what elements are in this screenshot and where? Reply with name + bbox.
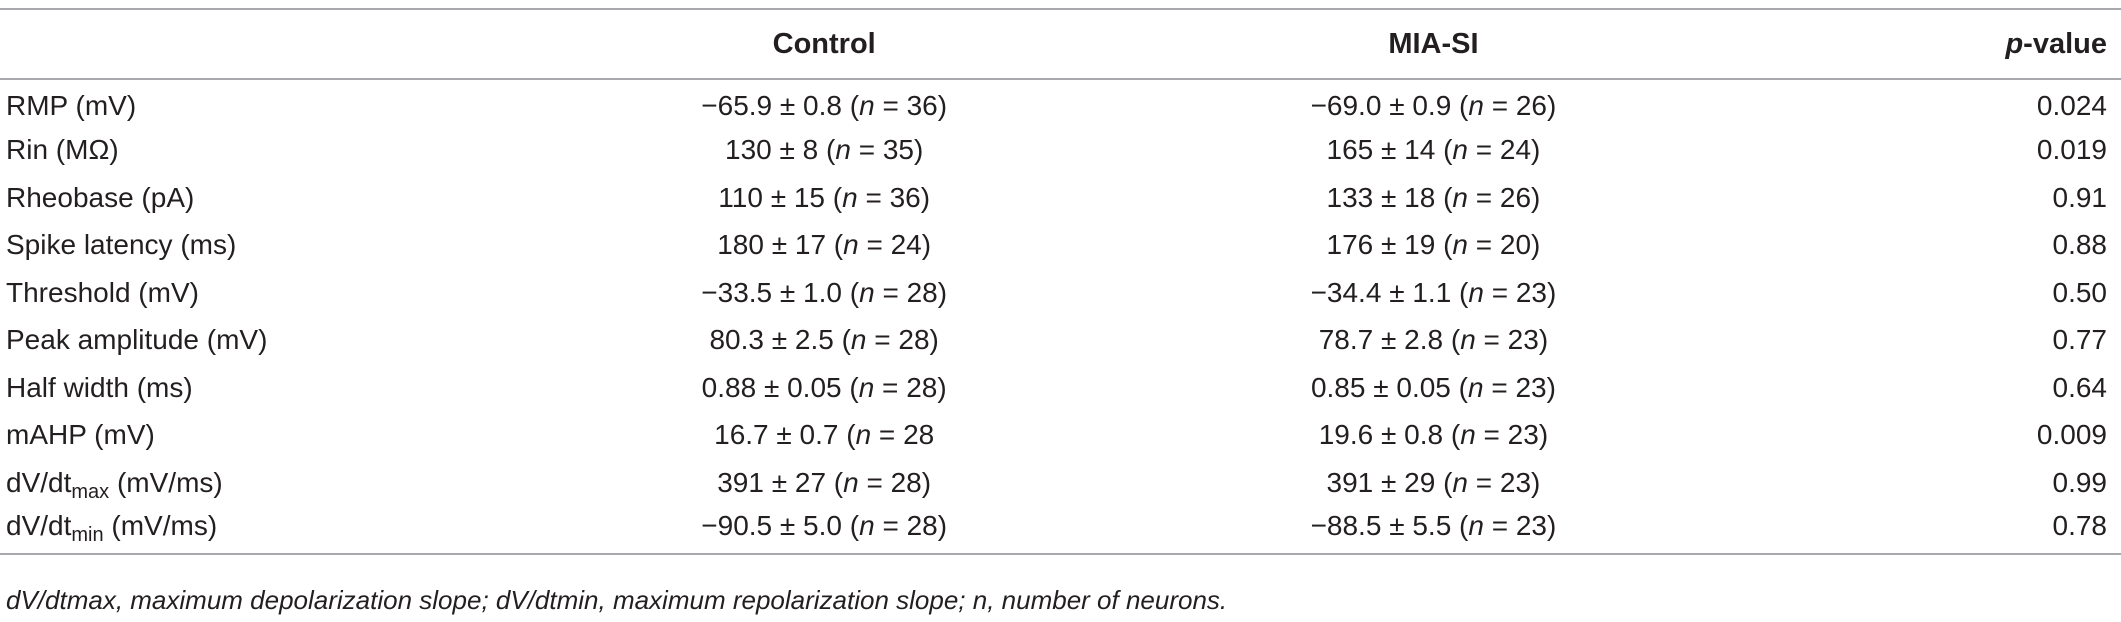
- mia-mean-sem: 19.6 ± 0.8 (: [1318, 419, 1461, 451]
- results-table: [0, 8, 2121, 555]
- mia-n-symbol: n: [1468, 276, 1484, 308]
- control-mean-sem: 180 ± 17 (: [717, 229, 844, 261]
- parameter-cell: [0, 459, 561, 507]
- parameter-name: mAHP (mV): [6, 419, 155, 451]
- mia-n-symbol: n: [1467, 371, 1484, 403]
- p-value-cell: 0.91: [2052, 181, 2107, 213]
- control-mean-sem: 110 ± 15 (: [718, 181, 843, 213]
- mia-mean-sem: −34.4 ± 1.1 (: [1310, 276, 1469, 308]
- mia-n-symbol: n: [1452, 466, 1468, 498]
- control-mean-sem: −65.9 ± 0.8 (: [701, 90, 860, 122]
- mia-n-value: = 23): [1483, 276, 1557, 308]
- control-value-cell: [561, 317, 1087, 365]
- control-value-cell: [561, 127, 1087, 175]
- control-n-value: = 28: [871, 419, 935, 451]
- parameter-cell: [0, 79, 561, 127]
- control-n-value: = 24): [858, 229, 932, 261]
- control-n-symbol: n: [859, 276, 875, 308]
- p-value-cell: 0.50: [2052, 276, 2107, 308]
- mia-n-value: = 23): [1483, 371, 1556, 403]
- mia-n-symbol: n: [1468, 509, 1484, 541]
- mia-n-value: = 23): [1475, 419, 1549, 451]
- control-value-cell: [561, 269, 1087, 317]
- parameter-unit: (mV/ms): [109, 466, 223, 498]
- control-value-cell: [561, 507, 1087, 555]
- mia-value-cell: [1087, 269, 1780, 317]
- mia-value-cell: [1087, 364, 1780, 412]
- p-value-cell: 0.64: [2052, 371, 2107, 403]
- p-value-cell: 0.019: [2036, 134, 2107, 166]
- control-value-cell: [561, 174, 1087, 222]
- parameter-name: Spike latency (ms): [6, 229, 237, 261]
- control-mean-sem: 16.7 ± 0.7 (: [714, 419, 856, 451]
- p-value-cell: 0.78: [1780, 507, 2121, 555]
- mia-value-cell: [1087, 459, 1780, 507]
- control-n-value: = 28): [874, 276, 948, 308]
- parameter-cell: [0, 317, 561, 365]
- table-body: [0, 79, 2121, 554]
- parameter-cell: [0, 222, 561, 270]
- control-n-value: = 28): [874, 371, 947, 403]
- mia-n-symbol: n: [1452, 134, 1468, 166]
- control-n-value: = 36): [874, 90, 948, 122]
- control-value-cell: [561, 222, 1087, 270]
- table-row: [0, 507, 2121, 555]
- p-value-cell: 0.009: [2036, 419, 2107, 451]
- control-n-symbol: n: [858, 371, 875, 403]
- control-mean-sem: −33.5 ± 1.0 (: [701, 276, 860, 308]
- mia-n-value: = 20): [1467, 229, 1541, 261]
- control-value-cell: [561, 79, 1087, 127]
- header-control: Control: [561, 9, 1087, 79]
- control-n-value: = 35): [850, 134, 924, 166]
- control-n-symbol: n: [859, 90, 875, 122]
- mia-n-value: = 26): [1483, 90, 1557, 122]
- header-parameter: [0, 9, 561, 79]
- mia-mean-sem: −69.0 ± 0.9 (: [1310, 90, 1469, 122]
- control-mean-sem: −90.5 ± 5.0 (: [701, 509, 860, 541]
- p-value-cell: 0.024: [2036, 90, 2107, 122]
- mia-value-cell: [1087, 127, 1780, 175]
- p-value-cell: 0.77: [2052, 324, 2107, 356]
- parameter-cell: [0, 174, 561, 222]
- mia-n-value: = 26): [1467, 181, 1541, 213]
- mia-mean-sem: −88.5 ± 5.5 (: [1310, 509, 1469, 541]
- mia-mean-sem: 78.7 ± 2.8 (: [1318, 324, 1461, 356]
- table-footnote: dV/dtmax, maximum depolarization slope; dV/dtmin, maximum repolarization slope; n, number of neurons.: [6, 585, 1228, 615]
- table-header-row: [0, 9, 2121, 79]
- control-mean-sem: 130 ± 8 (: [725, 134, 836, 166]
- table-row: [0, 79, 2121, 127]
- mia-mean-sem: 391 ± 29 (: [1326, 466, 1453, 498]
- table-row: [0, 317, 2121, 365]
- parameter-subscript: min: [71, 523, 104, 546]
- parameter-name: dV/dt: [6, 466, 72, 498]
- mia-value-cell: [1087, 79, 1780, 127]
- header-mia-si: MIA-SI: [1087, 9, 1780, 79]
- table-row: [0, 269, 2121, 317]
- mia-n-symbol: n: [1468, 90, 1484, 122]
- mia-value-cell: [1087, 317, 1780, 365]
- control-value-cell: [561, 412, 1087, 460]
- parameter-name: Rin (MΩ): [6, 134, 119, 166]
- mia-mean-sem: 0.85 ± 0.05 (: [1310, 371, 1468, 403]
- header-p-value: [1780, 9, 2121, 79]
- control-n-symbol: n: [842, 181, 858, 213]
- table-row: [0, 459, 2121, 507]
- table-row: [0, 412, 2121, 460]
- parameter-name: Peak amplitude (mV): [6, 324, 268, 356]
- control-n-value: = 28): [858, 466, 932, 498]
- mia-value-cell: [1087, 222, 1780, 270]
- control-n-symbol: n: [855, 419, 872, 451]
- mia-n-value: = 23): [1475, 324, 1549, 356]
- mia-n-symbol: n: [1460, 324, 1476, 356]
- p-value-cell: 0.99: [2052, 466, 2107, 498]
- parameter-cell: [0, 269, 561, 317]
- mia-mean-sem: 133 ± 18 (: [1326, 181, 1453, 213]
- table-row: [0, 222, 2121, 270]
- parameter-name: dV/dt: [6, 509, 72, 541]
- table-row: [0, 364, 2121, 412]
- mia-value-cell: [1087, 174, 1780, 222]
- parameter-cell: [0, 412, 561, 460]
- parameter-name: Half width (ms): [6, 371, 193, 403]
- control-n-symbol: n: [859, 509, 875, 541]
- mia-n-symbol: n: [1452, 229, 1468, 261]
- parameter-subscript: max: [71, 480, 110, 503]
- control-mean-sem: 0.88 ± 0.05 (: [701, 371, 859, 403]
- table-row: [0, 174, 2121, 222]
- parameter-cell: [0, 364, 561, 412]
- mia-value-cell: [1087, 412, 1780, 460]
- control-value-cell: [561, 459, 1087, 507]
- control-mean-sem: 80.3 ± 2.5 (: [709, 324, 851, 356]
- mia-n-value: = 24): [1467, 134, 1541, 166]
- control-n-symbol: n: [850, 324, 867, 356]
- mia-mean-sem: 165 ± 14 (: [1326, 134, 1453, 166]
- p-value-cell: 0.88: [2052, 229, 2107, 261]
- control-n-value: = 28): [874, 509, 948, 541]
- control-value-cell: [561, 364, 1087, 412]
- parameter-cell: [0, 507, 561, 555]
- control-n-symbol: n: [843, 466, 859, 498]
- header-p-suffix: -value: [2023, 27, 2107, 60]
- mia-n-symbol: n: [1452, 181, 1468, 213]
- parameter-name: Rheobase (pA): [6, 181, 195, 213]
- parameter-unit: (mV/ms): [103, 509, 218, 541]
- mia-mean-sem: 176 ± 19 (: [1326, 229, 1453, 261]
- mia-n-value: = 23): [1483, 509, 1557, 541]
- table-row: [0, 127, 2121, 175]
- control-mean-sem: 391 ± 27 (: [717, 466, 844, 498]
- control-n-value: = 28): [866, 324, 939, 356]
- mia-n-symbol: n: [1460, 419, 1476, 451]
- control-n-symbol: n: [843, 229, 859, 261]
- parameter-cell: [0, 127, 561, 175]
- parameter-name: Threshold (mV): [6, 276, 199, 308]
- control-n-value: = 36): [857, 181, 931, 213]
- control-n-symbol: n: [835, 134, 851, 166]
- mia-value-cell: [1087, 507, 1780, 555]
- mia-n-value: = 23): [1467, 466, 1541, 498]
- parameter-name: RMP (mV): [6, 90, 137, 122]
- header-p-letter: p: [2005, 27, 2024, 60]
